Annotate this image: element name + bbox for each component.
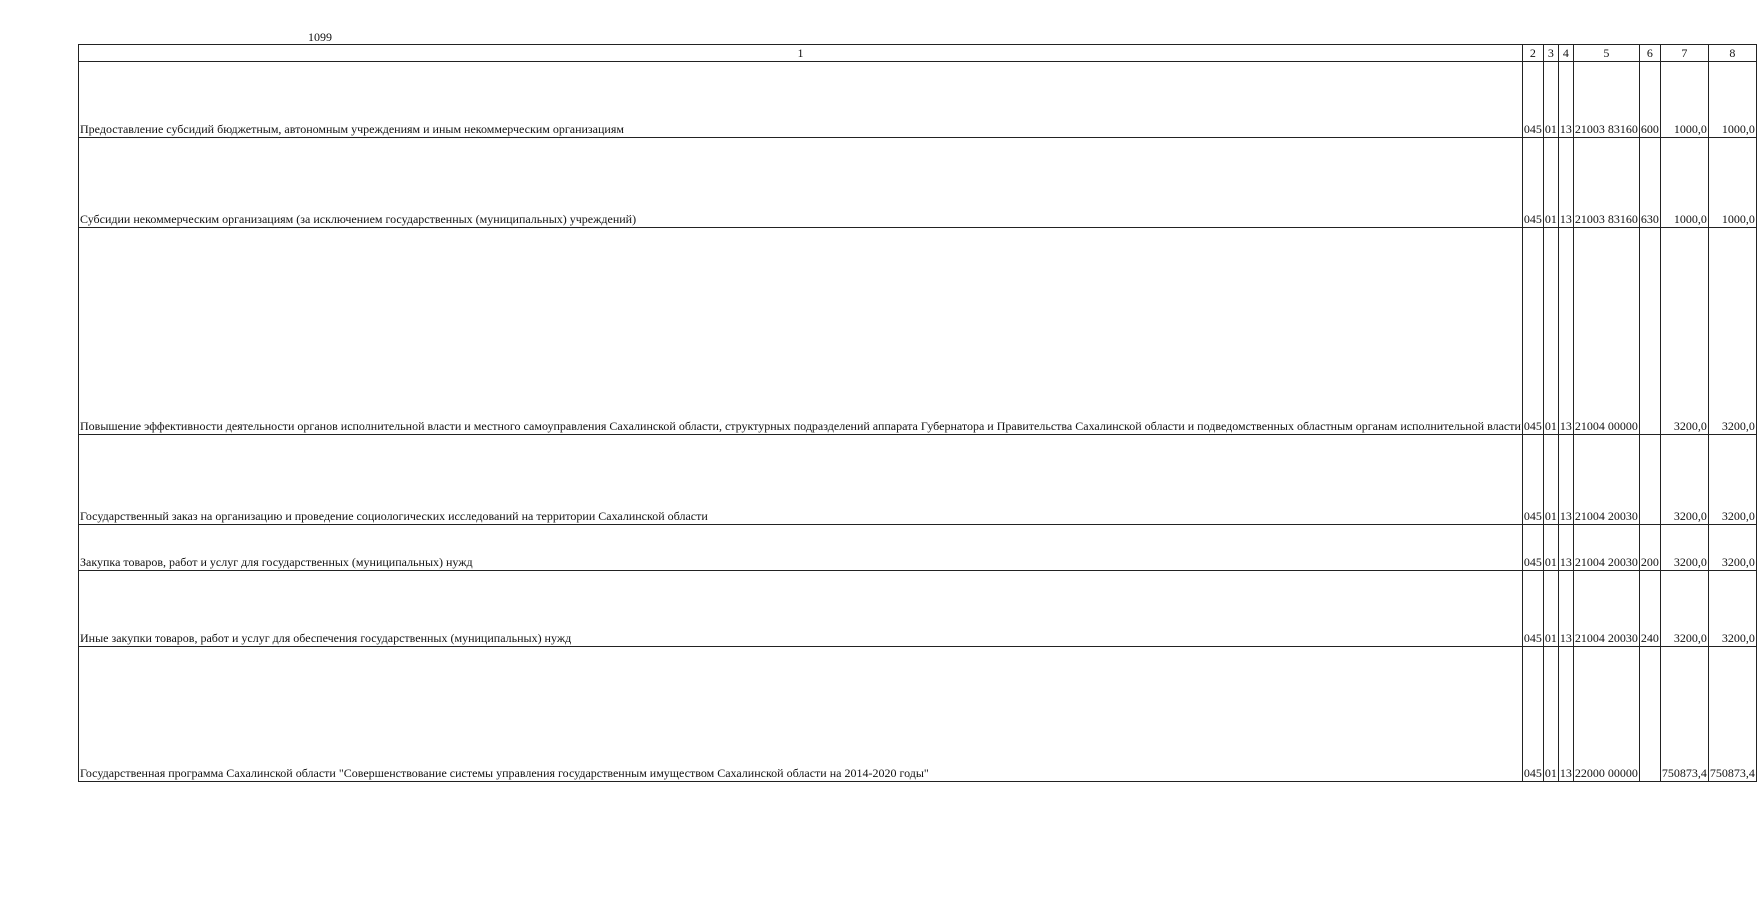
page-number: 1099 [308,30,332,44]
column-header: 1 [79,45,1523,62]
table-row [79,62,1757,138]
header-row [79,45,1757,62]
subsection-code: 13 [1558,525,1573,571]
table-row [79,571,1757,647]
expense-type-code: 600 [1639,62,1660,138]
subsection-code: 13 [1558,138,1573,228]
amount-col8: 750873,4 [1708,647,1756,782]
target-code: 21004 20030 [1573,571,1639,647]
subsection-code: 13 [1558,571,1573,647]
column-header: 7 [1660,45,1708,62]
row-name: Закупка товаров, работ и услуг для государственных (муниципальных) нужд [79,525,1523,571]
target-code: 21004 20030 [1573,525,1639,571]
row-name: Субсидии некоммерческим организациям (за исключением государственных (муниципальных) учреждений) [79,138,1523,228]
table-row [79,228,1757,435]
budget-table [78,44,1757,782]
expense-type-code: 240 [1639,571,1660,647]
row-name: Предоставление субсидий бюджетным, автономным учреждениям и иным некоммерческим организациям [79,62,1523,138]
section-code: 01 [1543,571,1558,647]
row-name: Иные закупки товаров, работ и услуг для обеспечения государственных (муниципальных) нужд [79,571,1523,647]
table-row [79,435,1757,525]
amount-col8: 1000,0 [1708,138,1756,228]
column-header: 2 [1522,45,1543,62]
section-code: 01 [1543,228,1558,435]
subsection-code: 13 [1558,647,1573,782]
ministry-code: 045 [1522,435,1543,525]
amount-col7: 3200,0 [1660,228,1708,435]
amount-col7: 3200,0 [1660,435,1708,525]
amount-col7: 3200,0 [1660,571,1708,647]
section-code: 01 [1543,62,1558,138]
column-header: 4 [1558,45,1573,62]
amount-col7: 1000,0 [1660,138,1708,228]
column-header: 5 [1573,45,1639,62]
amount-col8: 3200,0 [1708,435,1756,525]
table-row [79,525,1757,571]
amount-col7: 750873,4 [1660,647,1708,782]
ministry-code: 045 [1522,228,1543,435]
subsection-code: 13 [1558,62,1573,138]
ministry-code: 045 [1522,571,1543,647]
ministry-code: 045 [1522,647,1543,782]
section-code: 01 [1543,647,1558,782]
amount-col7: 3200,0 [1660,525,1708,571]
expense-type-code [1639,228,1660,435]
ministry-code: 045 [1522,525,1543,571]
section-code: 01 [1543,435,1558,525]
amount-col7: 1000,0 [1660,62,1708,138]
table-row [79,138,1757,228]
expense-type-code [1639,647,1660,782]
row-name: Государственная программа Сахалинской области "Совершенствование системы управления государственным имуществом Сахалинской области на 2014-2020 годы" [79,647,1523,782]
row-name: Государственный заказ на организацию и проведение социологических исследований на территории Сахалинской области [79,435,1523,525]
amount-col8: 1000,0 [1708,62,1756,138]
subsection-code: 13 [1558,435,1573,525]
section-code: 01 [1543,525,1558,571]
column-header: 8 [1708,45,1756,62]
amount-col8: 3200,0 [1708,525,1756,571]
subsection-code: 13 [1558,228,1573,435]
target-code: 21003 83160 [1573,138,1639,228]
amount-col8: 3200,0 [1708,228,1756,435]
column-header: 6 [1639,45,1660,62]
target-code: 22000 00000 [1573,647,1639,782]
target-code: 21004 20030 [1573,435,1639,525]
column-header: 3 [1543,45,1558,62]
target-code: 21004 00000 [1573,228,1639,435]
ministry-code: 045 [1522,62,1543,138]
row-name: Повышение эффективности деятельности органов исполнительной власти и местного самоуправления Сахалинской области, структурных подразделений аппарата Губернатора и Правительства Сахалинской области и подведомственных областным органам исполнительной власти [79,228,1523,435]
target-code: 21003 83160 [1573,62,1639,138]
table-row [79,647,1757,782]
expense-type-code: 630 [1639,138,1660,228]
section-code: 01 [1543,138,1558,228]
expense-type-code [1639,435,1660,525]
ministry-code: 045 [1522,138,1543,228]
expense-type-code: 200 [1639,525,1660,571]
amount-col8: 3200,0 [1708,571,1756,647]
